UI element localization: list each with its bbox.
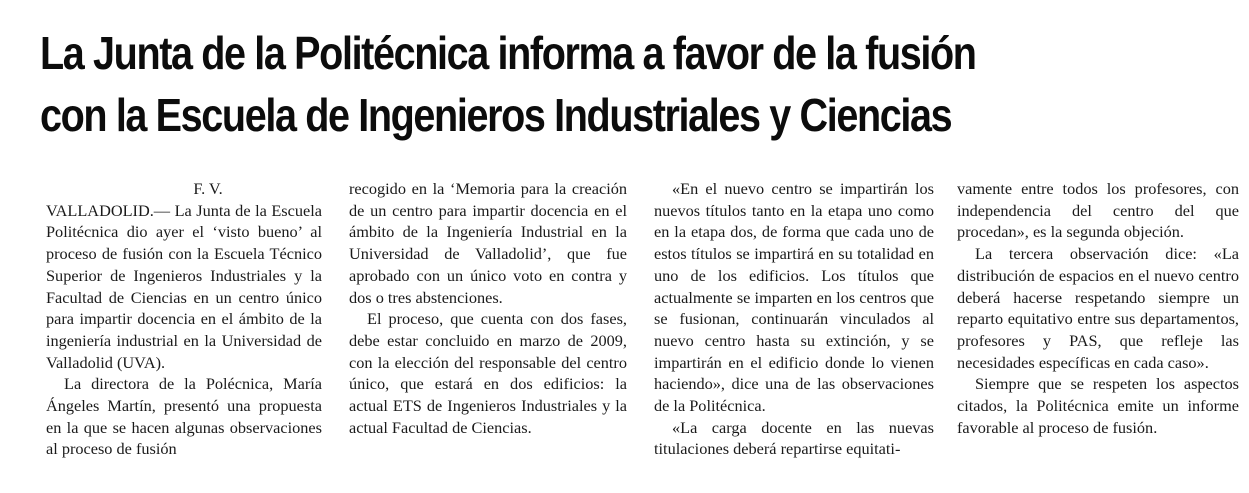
headline-line-1: La Junta de la Politécnica informa a favor de la fusión <box>40 27 976 79</box>
column-4-paragraph-3: Siempre que se respeten los aspectos citados, la Politécnica emite un informe favorable al proceso de fusión. <box>957 374 1239 437</box>
article-column-3 <box>654 178 934 460</box>
column-4-paragraph-2: La tercera observación dice: «La distribución de espacios en el nuevo centro deberá hacerse respetando siempre un reparto equitativo entre sus departamentos, profesores y PAS, que refleje las necesidades específicas en cada caso». <box>957 244 1239 372</box>
article-headline <box>40 22 1072 146</box>
column-1-paragraph-1: VALLADOLID.— La Junta de la Escuela Politécnica dio ayer el ‘visto bueno’ al proceso de fusión con la Escuela Técnico Superior de Ingenieros Industriales y la Facultad de Ciencias en un centro único para impartir docencia en el ámbito de la ingeniería industrial en la Universidad de Valladolid (UVA). <box>46 200 322 372</box>
article-column-4 <box>957 178 1239 438</box>
column-2-paragraph-1: recogido en la ‘Memoria para la creación de un centro para impartir docencia en el ámbito de la Ingeniería Industrial en la Universidad de Valladolid’, que fue aprobado con un único voto en contra y dos o tres abstenciones. <box>349 179 627 307</box>
headline-line-2: con la Escuela de Ingenieros Industriales y Ciencias <box>40 89 952 141</box>
column-3-paragraph-1: «En el nuevo centro se impartirán los nuevos títulos tanto en la etapa uno como en la etapa dos, de forma que cada uno de estos títulos se impartirá en su totalidad en uno de los edificios. Los títulos que actualmente se imparten en los centros que se fusionan, continuarán vinculados al nuevo centro hasta su extinción, y se impartirán en el edificio donde lo vienen haciendo», dice una de las observaciones de la Politécnica. <box>654 179 934 416</box>
article-column-2 <box>349 178 627 438</box>
column-4-paragraph-1: vamente entre todos los profesores, con independencia del centro del que procedan», es la segunda objeción. <box>957 179 1239 242</box>
column-2-paragraph-2: El proceso, que cuenta con dos fases, debe estar concluido en marzo de 2009, con la elección del responsable del centro único, que estará en dos edificios: la actual ETS de Ingenieros Industriales y la actual Facultad de Ciencias. <box>349 309 627 437</box>
column-1-paragraph-2: La directora de la Polécnica, María Ángeles Martín, presentó una propuesta en la que se hacen algunas observaciones al proceso de fusión <box>46 374 322 459</box>
column-3-paragraph-2: «La carga docente en las nuevas titulaciones deberá repartirse equitati- <box>654 417 934 459</box>
byline: F. V. <box>193 179 223 198</box>
article-column-1 <box>46 178 322 460</box>
